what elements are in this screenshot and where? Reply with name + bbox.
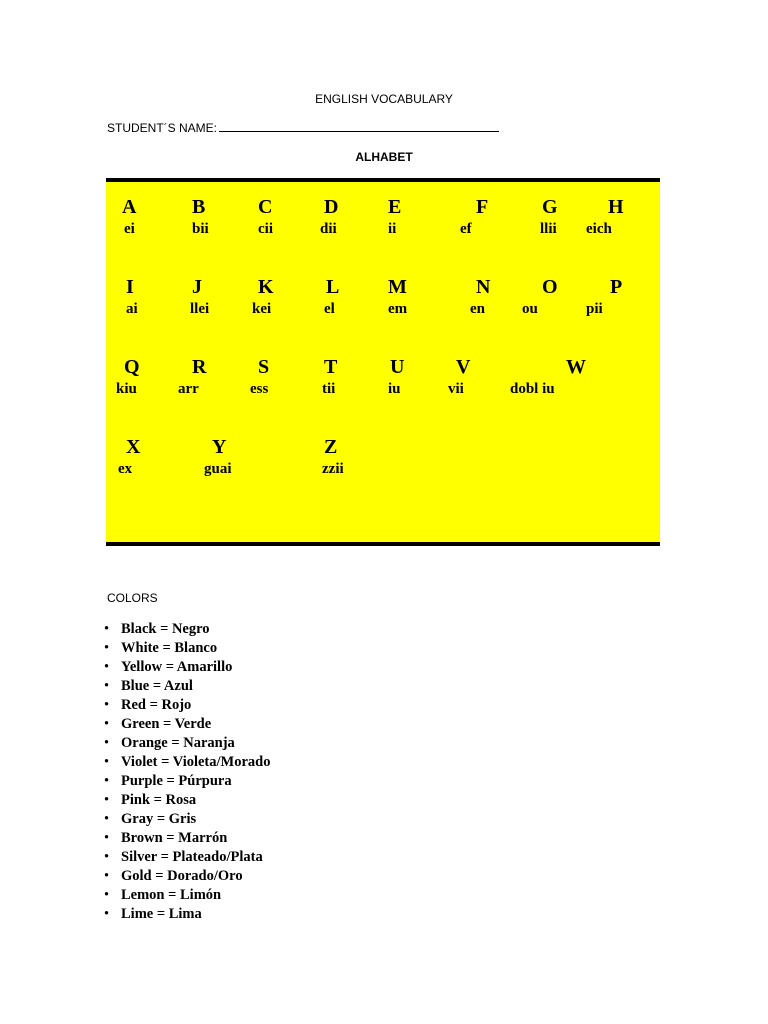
- alphabet-pronunciation-j: llei: [190, 301, 210, 317]
- alphabet-letter-s: S: [258, 356, 270, 378]
- alphabet-letter-x: X: [126, 436, 141, 458]
- color-list-item: [104, 677, 270, 696]
- bullet-icon: •: [104, 716, 110, 732]
- bullet-icon: •: [104, 792, 110, 808]
- color-translation: Gold = Dorado/Oro: [121, 868, 243, 884]
- bullet-icon: •: [104, 659, 110, 675]
- alphabet-letter-j: J: [192, 276, 202, 298]
- color-list-item: [104, 886, 270, 905]
- color-list-item: [104, 810, 270, 829]
- color-list-item: [104, 620, 270, 639]
- bullet-icon: •: [104, 697, 110, 713]
- alphabet-pronunciation-l: el: [324, 301, 335, 317]
- document-title: ENGLISH VOCABULARY: [315, 92, 453, 106]
- color-translation: Blue = Azul: [121, 678, 193, 694]
- bullet-icon: •: [104, 868, 110, 884]
- bullet-icon: •: [104, 849, 110, 865]
- bullet-icon: •: [104, 640, 110, 656]
- alphabet-letter-y: Y: [212, 436, 227, 458]
- alphabet-pronunciation-n: en: [470, 301, 485, 317]
- alphabet-pronunciation-d: dii: [320, 221, 337, 237]
- student-name-blank-line[interactable]: [219, 120, 499, 132]
- color-list-item: [104, 639, 270, 658]
- color-translation: Yellow = Amarillo: [121, 659, 233, 675]
- alphabet-pronunciation-i: ai: [126, 301, 138, 317]
- color-translation: Green = Verde: [121, 716, 212, 732]
- alphabet-pronunciation-r: arr: [178, 381, 199, 397]
- bullet-icon: •: [104, 678, 110, 694]
- colors-list: [104, 620, 270, 924]
- color-translation: White = Blanco: [121, 640, 218, 656]
- alphabet-letter-i: I: [126, 276, 134, 298]
- color-translation: Brown = Marrón: [121, 830, 228, 846]
- alphabet-letter-v: V: [456, 356, 471, 378]
- alphabet-pronunciation-o: ou: [522, 301, 538, 317]
- alphabet-pronunciation-c: cii: [258, 221, 273, 237]
- color-translation: Red = Rojo: [121, 697, 192, 713]
- alphabet-pronunciation-b: bii: [192, 221, 209, 237]
- bullet-icon: •: [104, 735, 110, 751]
- color-list-item: [104, 734, 270, 753]
- alphabet-pronunciation-x: ex: [118, 461, 133, 477]
- alphabet-letter-w: W: [566, 356, 586, 378]
- alphabet-letter-b: B: [192, 196, 206, 218]
- color-translation: Lemon = Limón: [121, 887, 222, 903]
- alphabet-letter-p: P: [610, 276, 623, 298]
- alphabet-chart: [106, 178, 660, 546]
- bullet-icon: •: [104, 773, 110, 789]
- color-list-item: [104, 772, 270, 791]
- alphabet-letter-e: E: [388, 196, 402, 218]
- color-list-item: [104, 715, 270, 734]
- alphabet-letter-d: D: [324, 196, 339, 218]
- alphabet-letter-q: Q: [124, 356, 140, 378]
- bullet-icon: •: [104, 621, 110, 637]
- alphabet-pronunciation-f: ef: [460, 221, 472, 237]
- bullet-icon: •: [104, 754, 110, 770]
- color-list-item: [104, 753, 270, 772]
- alphabet-pronunciation-p: pii: [586, 301, 603, 317]
- alphabet-pronunciation-w: dobl iu: [510, 381, 555, 397]
- alphabet-letter-t: T: [324, 356, 338, 378]
- color-list-item: [104, 829, 270, 848]
- alphabet-pronunciation-e: ii: [388, 221, 397, 237]
- alphabet-letter-o: O: [542, 276, 558, 298]
- alphabet-letter-n: N: [476, 276, 491, 298]
- alphabet-pronunciation-s: ess: [250, 381, 269, 397]
- color-translation: Pink = Rosa: [121, 792, 197, 808]
- student-name-label: STUDENT´S NAME:: [107, 121, 218, 135]
- alphabet-letter-r: R: [192, 356, 207, 378]
- alphabet-letter-m: M: [388, 276, 407, 298]
- alphabet-letter-l: L: [326, 276, 340, 298]
- alphabet-pronunciation-g: llii: [540, 221, 557, 237]
- color-translation: Lime = Lima: [121, 906, 202, 922]
- alphabet-letter-c: C: [258, 196, 273, 218]
- alphabet-heading: ALHABET: [355, 150, 413, 164]
- alphabet-letter-k: K: [258, 276, 274, 298]
- color-list-item: [104, 848, 270, 867]
- alphabet-pronunciation-a: ei: [124, 221, 135, 237]
- color-list-item: [104, 658, 270, 677]
- bullet-icon: •: [104, 906, 110, 922]
- alphabet-letter-a: A: [122, 196, 137, 218]
- alphabet-pronunciation-h: eich: [586, 221, 612, 237]
- color-translation: Orange = Naranja: [121, 735, 235, 751]
- alphabet-pronunciation-z: zzii: [322, 461, 344, 477]
- alphabet-letter-f: F: [476, 196, 489, 218]
- color-translation: Violet = Violeta/Morado: [121, 754, 271, 770]
- color-list-item: [104, 867, 270, 886]
- student-name-field: [107, 120, 499, 135]
- bullet-icon: •: [104, 887, 110, 903]
- alphabet-pronunciation-u: iu: [388, 381, 401, 397]
- color-list-item: [104, 696, 270, 715]
- color-list-item: [104, 791, 270, 810]
- alphabet-pronunciation-m: em: [388, 301, 408, 317]
- alphabet-pronunciation-y: guai: [204, 461, 232, 477]
- color-translation: Black = Negro: [121, 621, 210, 637]
- color-translation: Gray = Gris: [121, 811, 197, 827]
- bullet-icon: •: [104, 830, 110, 846]
- colors-heading: COLORS: [107, 591, 158, 605]
- color-translation: Silver = Plateado/Plata: [121, 849, 263, 865]
- alphabet-letter-g: G: [542, 196, 558, 218]
- alphabet-letter-h: H: [608, 196, 624, 218]
- alphabet-pronunciation-t: tii: [322, 381, 336, 397]
- color-list-item: [104, 905, 270, 924]
- alphabet-letter-u: U: [390, 356, 405, 378]
- alphabet-pronunciation-k: kei: [252, 301, 272, 317]
- alphabet-letter-z: Z: [324, 436, 338, 458]
- alphabet-pronunciation-v: vii: [448, 381, 464, 397]
- bullet-icon: •: [104, 811, 110, 827]
- alphabet-pronunciation-q: kiu: [116, 381, 137, 397]
- color-translation: Purple = Púrpura: [121, 773, 232, 789]
